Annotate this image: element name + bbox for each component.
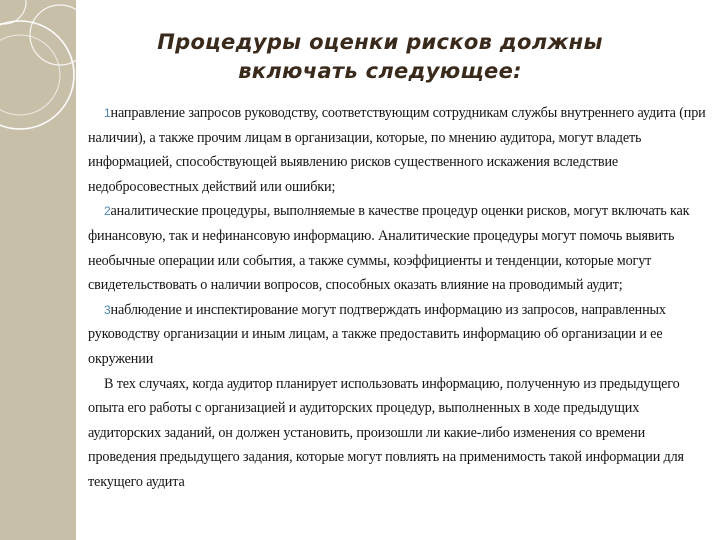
list-number: 2 (104, 204, 111, 219)
left-decorative-band (0, 0, 76, 540)
list-number: 1 (104, 106, 111, 120)
list-item-text: направление запросов руководству, соответствующим сотрудникам службы внутреннего аудита (при наличии), а также прочим лицам в организации, которые, по мнению аудитора, могут владеть информацией, способствующей выявлению рисков существенного искажения вследствие недобросовестных действий или ошибки; (88, 105, 706, 195)
list-item-text: наблюдение и инспектирование могут подтверждать информацию из запросов, направленных руководству организации и иным лицам, а также предоставить информацию об организации и ее окружении (88, 301, 666, 367)
title-line-2: включать следующее: (238, 59, 522, 83)
list-item-1 (88, 101, 712, 199)
list-item-3 (88, 298, 712, 372)
title-line-1: Процедуры оценки рисков должны (157, 30, 603, 54)
slide-body (88, 101, 712, 495)
closing-paragraph: В тех случаях, когда аудитор планирует использовать информацию, полученную из предыдущего опыта его работы с организацией и аудиторских процедур, выполненных в ходе предыдущих аудиторских заданий, он должен установить, произошли ли какие-либо изменения со времени проведения предыдущего задания, которые могут повлиять на применимость такой информации для текущего аудита (88, 375, 684, 490)
list-item-2 (88, 199, 712, 297)
slide-title (90, 28, 670, 86)
list-number: 3 (104, 302, 111, 317)
list-item-text: аналитические процедуры, выполняемые в качестве процедур оценки рисков, могут включать как финансовую, так и нефинансовую информацию. Аналитические процедуры могут помочь выявить необычные операции или события, а также суммы, коэффициенты и тенденции, которые могут свидетельствовать о наличии вопросов, способных оказать влияние на проводимый аудит; (88, 203, 690, 294)
